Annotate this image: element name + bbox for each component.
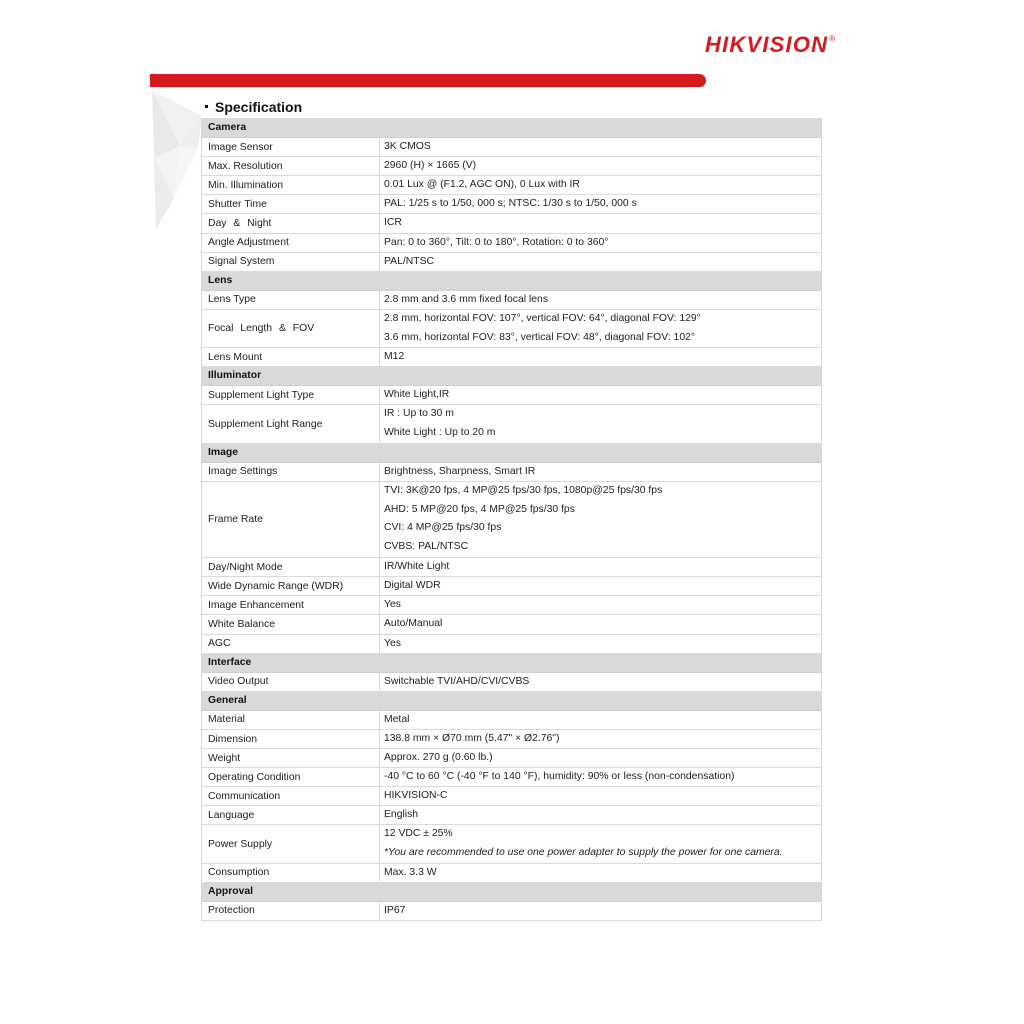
spec-value-line: Max. 3.3 W <box>384 866 437 878</box>
spec-value <box>380 386 821 404</box>
spec-label: Lens Type <box>202 291 380 309</box>
spec-value-line: Metal <box>384 713 410 725</box>
spec-value-line: PAL/NTSC <box>384 255 435 267</box>
spec-value-line: 12 VDC ± 25% <box>384 828 453 840</box>
spec-value <box>380 787 821 805</box>
spec-value-line: ICR <box>384 217 402 229</box>
spec-value <box>380 825 821 862</box>
spec-value-line: 138.8 mm × Ø70 mm (5.47" × Ø2.76") <box>384 733 560 745</box>
spec-value-line: AHD: 5 MP@20 fps, 4 MP@25 fps/30 fps <box>384 503 575 515</box>
spec-row-weight <box>202 749 821 768</box>
spec-row-communication <box>202 787 821 806</box>
spec-value-line: HIKVISION-C <box>384 790 448 802</box>
spec-value-line: Approx. 270 g (0.60 lb.) <box>384 752 493 764</box>
spec-row-language <box>202 806 821 825</box>
spec-row-supplement-light-range <box>202 405 821 443</box>
spec-value <box>380 749 821 767</box>
spec-label: Consumption <box>202 864 380 882</box>
spec-value <box>380 768 821 786</box>
spec-value <box>380 157 821 175</box>
section-header-interface <box>202 654 821 673</box>
spec-value <box>380 482 821 557</box>
logo-text: HIKVISION <box>705 32 829 57</box>
spec-label: Dimension <box>202 730 380 748</box>
section-header-general <box>202 692 821 711</box>
spec-row-frame-rate <box>202 482 821 558</box>
spec-value-line: 2960 (H) × 1665 (V) <box>384 160 477 172</box>
spec-value <box>380 635 821 653</box>
section-title: General <box>208 694 247 706</box>
spec-label: Signal System <box>202 253 380 271</box>
spec-value <box>380 558 821 576</box>
section-header-approval <box>202 883 821 902</box>
spec-value <box>380 864 821 882</box>
spec-value <box>380 405 821 442</box>
section-title: Camera <box>208 122 247 134</box>
spec-row-signal-system <box>202 253 821 272</box>
spec-value-line: -40 °C to 60 °C (-40 °F to 140 °F), humidity: 90% or less (non-condensation) <box>384 771 735 783</box>
spec-value-line: 3K CMOS <box>384 141 431 153</box>
spec-value <box>380 214 821 232</box>
spec-value-line: PAL: 1/25 s to 1/50, 000 s; NTSC: 1/30 s to 1/50, 000 s <box>384 198 637 210</box>
header-red-bar <box>150 74 706 87</box>
spec-row-video-output <box>202 673 821 692</box>
spec-row-image-settings <box>202 463 821 482</box>
spec-value <box>380 234 821 252</box>
spec-value-line: Pan: 0 to 360°, Tilt: 0 to 180°, Rotation: 0 to 360° <box>384 236 609 248</box>
watermark-graphic <box>150 88 208 233</box>
spec-value <box>380 596 821 614</box>
spec-value <box>380 673 821 691</box>
spec-value-line: IP67 <box>384 904 406 916</box>
title-bullet-icon <box>205 105 208 108</box>
spec-label: Day & Night <box>202 214 380 232</box>
spec-label: Image Sensor <box>202 138 380 156</box>
spec-value <box>380 138 821 156</box>
spec-label: Operating Condition <box>202 768 380 786</box>
spec-label: Material <box>202 711 380 729</box>
spec-label: Supplement Light Range <box>202 405 380 442</box>
spec-value-line: IR : Up to 30 m <box>384 408 454 420</box>
spec-label: Day/Night Mode <box>202 558 380 576</box>
spec-row-day-night-mode <box>202 558 821 577</box>
spec-label: AGC <box>202 635 380 653</box>
spec-value-line: TVI: 3K@20 fps, 4 MP@25 fps/30 fps, 1080p@25 fps/30 fps <box>384 485 663 497</box>
spec-row-wdr <box>202 577 821 596</box>
section-title: Lens <box>208 274 233 286</box>
spec-value-line: Yes <box>384 637 401 649</box>
spec-row-focal-length-fov <box>202 310 821 348</box>
spec-value-line: 0.01 Lux @ (F1.2, AGC ON), 0 Lux with IR <box>384 179 580 191</box>
spec-value <box>380 711 821 729</box>
spec-label: Video Output <box>202 673 380 691</box>
spec-value <box>380 253 821 271</box>
spec-value <box>380 195 821 213</box>
section-header-image <box>202 444 821 463</box>
spec-value-line: IR/White Light <box>384 561 450 573</box>
spec-label: Angle Adjustment <box>202 234 380 252</box>
page-title-text: Specification <box>215 99 303 115</box>
spec-row-lens-mount <box>202 348 821 367</box>
spec-value <box>380 176 821 194</box>
spec-value <box>380 615 821 633</box>
spec-label: Max. Resolution <box>202 157 380 175</box>
spec-row-dimension <box>202 730 821 749</box>
spec-row-lens-type <box>202 291 821 310</box>
section-title: Image <box>208 446 239 458</box>
spec-value <box>380 348 821 366</box>
spec-label: Protection <box>202 902 380 920</box>
spec-row-white-balance <box>202 615 821 634</box>
spec-label: Communication <box>202 787 380 805</box>
spec-row-max-resolution <box>202 157 821 176</box>
spec-label: Supplement Light Type <box>202 386 380 404</box>
spec-label: White Balance <box>202 615 380 633</box>
spec-label: Lens Mount <box>202 348 380 366</box>
spec-value-line: M12 <box>384 351 405 363</box>
spec-value-line: 2.8 mm, horizontal FOV: 107°, vertical FOV: 64°, diagonal FOV: 129° <box>384 312 701 324</box>
spec-value <box>380 902 821 920</box>
spec-row-shutter-time <box>202 195 821 214</box>
spec-row-material <box>202 711 821 730</box>
spec-label: Power Supply <box>202 825 380 862</box>
spec-value-line: White Light,IR <box>384 389 450 401</box>
spec-label: Focal Length & FOV <box>202 310 380 347</box>
spec-value-line: Auto/Manual <box>384 618 443 630</box>
spec-value <box>380 577 821 595</box>
spec-value <box>380 310 821 347</box>
hikvision-logo <box>705 32 835 58</box>
spec-value <box>380 806 821 824</box>
spec-label: Image Settings <box>202 463 380 481</box>
section-header-lens <box>202 272 821 291</box>
specification-table <box>201 118 822 921</box>
section-title: Illuminator <box>208 370 262 382</box>
spec-value-line: Switchable TVI/AHD/CVI/CVBS <box>384 675 530 687</box>
spec-row-min-illumination <box>202 176 821 195</box>
spec-value-note: *You are recommended to use one power adapter to supply the power for one camera. <box>384 847 783 859</box>
spec-value-line: CVBS: PAL/NTSC <box>384 541 469 553</box>
spec-row-image-enhancement <box>202 596 821 615</box>
spec-value <box>380 730 821 748</box>
spec-value-line: Yes <box>384 599 401 611</box>
spec-row-consumption <box>202 864 821 883</box>
spec-value-line: English <box>384 809 419 821</box>
spec-row-supplement-light-type <box>202 386 821 405</box>
spec-value-line: Brightness, Sharpness, Smart IR <box>384 465 536 477</box>
spec-value-line: White Light : Up to 20 m <box>384 427 496 438</box>
spec-label: Min. Illumination <box>202 176 380 194</box>
spec-row-power-supply <box>202 825 821 863</box>
spec-label: Image Enhancement <box>202 596 380 614</box>
spec-row-angle-adjustment <box>202 234 821 253</box>
spec-label: Frame Rate <box>202 482 380 557</box>
spec-label: Weight <box>202 749 380 767</box>
spec-row-day-night <box>202 214 821 233</box>
spec-label: Wide Dynamic Range (WDR) <box>202 577 380 595</box>
section-title: Interface <box>208 656 252 668</box>
section-header-illuminator <box>202 367 821 386</box>
spec-value-line: 2.8 mm and 3.6 mm fixed focal lens <box>384 293 549 305</box>
spec-row-agc <box>202 635 821 654</box>
spec-value <box>380 291 821 309</box>
section-title: Approval <box>208 885 254 897</box>
spec-row-operating-condition <box>202 768 821 787</box>
page-title <box>205 98 302 117</box>
spec-label: Shutter Time <box>202 195 380 213</box>
registered-mark: ® <box>829 34 836 43</box>
spec-value <box>380 463 821 481</box>
spec-label: Language <box>202 806 380 824</box>
spec-value-line: Digital WDR <box>384 580 441 592</box>
spec-value-line: CVI: 4 MP@25 fps/30 fps <box>384 522 502 534</box>
spec-row-image-sensor <box>202 138 821 157</box>
spec-value-line: 3.6 mm, horizontal FOV: 83°, vertical FOV: 48°, diagonal FOV: 102° <box>384 331 696 343</box>
section-header-camera <box>202 119 821 138</box>
spec-row-protection <box>202 902 821 921</box>
